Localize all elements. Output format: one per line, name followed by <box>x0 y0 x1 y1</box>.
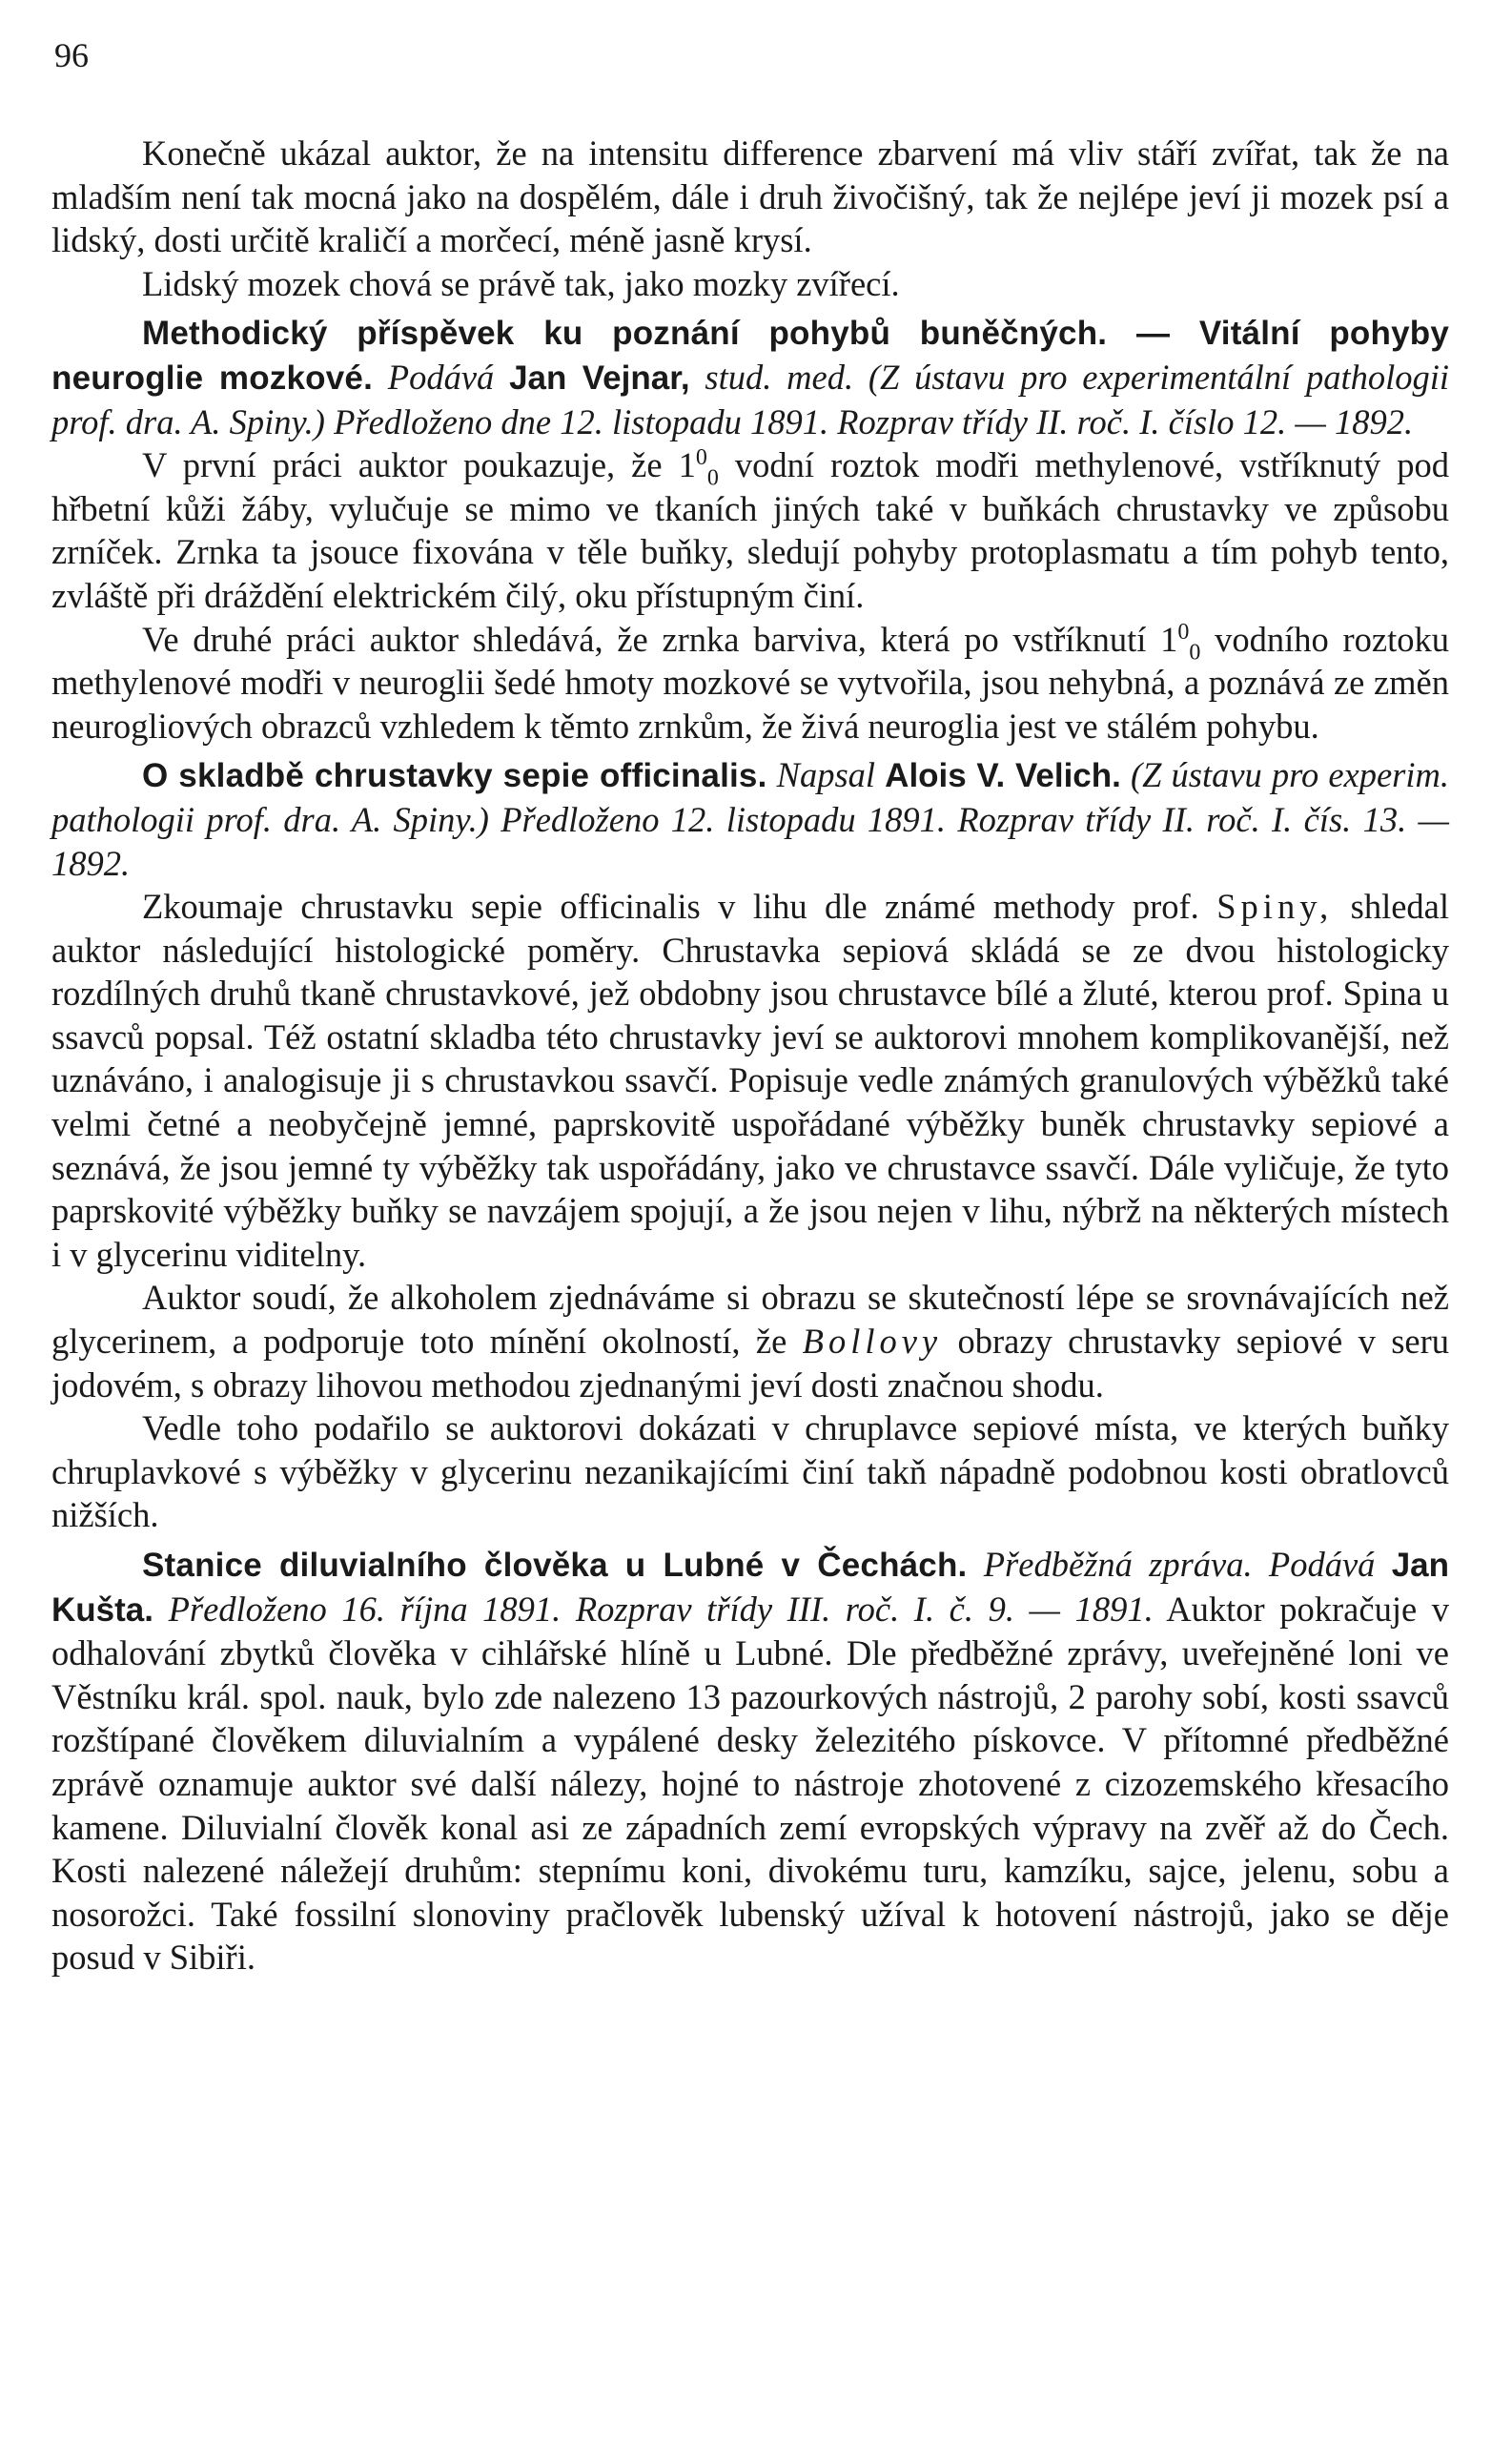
entry-3-subtitle: Předběžná zpráva. Podává <box>983 1545 1376 1584</box>
entry-1-p2-part-a: Ve druhé práci auktor shledává, že zrnka barviva, která po vstříknutí 1 <box>142 619 1178 659</box>
intro-paragraph-2: Lidský mozek chová se právě tak, jako mozky zvířecí. <box>142 263 900 303</box>
entry-2-author: Alois V. Velich. <box>885 757 1121 795</box>
entry-1-p2-sub: 0 <box>1189 639 1201 665</box>
entry-1-p1-sub: 0 <box>706 465 719 491</box>
entry-3-author: Jan Kušta. <box>51 1547 1449 1629</box>
entry-2-paragraph-1 <box>51 885 1449 1276</box>
entry-3-paragraph-1: Auktor pokračuje v odhalování zbytků člověka v cihlářské hlíně u Lubné. Dle předběžné zprávy, uveřejněné loni ve Věstníku král. spol. nauk, bylo zde nalezeno 13 pazourkových nástrojů, 2 parohy sobí, kosti ssavců rozštípané člověkem diluvialním a vypálené desky železitého pískovce. V přítomné předběžné zprávě oznamuje auktor své další nálezy, hojné to nástroje zhotovené z cizozemského křesacího kamene. Diluvialní člověk konal asi ze západních zemí evropských výpravy na zvěř až do Čech. Kosti nalezené náležejí druhům: stepnímu koni, divokému turu, kamzíku, sajce, jelenu, sobu a nosorožci. Také fossilní slonoviny pračlověk lubenský užíval k hotovení nástrojů, jako se děje posud v Sibiři. <box>51 1589 1449 1978</box>
entry-2-title: O skladbě chrustavky sepie officinalis. <box>142 757 767 795</box>
entry-2-p1-part-a: Zkoumaje chrustavku sepie officinalis v lihu dle známé methody prof. <box>142 887 1199 927</box>
entry-1-paragraph-1 <box>51 443 1449 617</box>
entry-1-author: Jan Vejnar, <box>509 359 690 397</box>
entry-3-heading-and-text <box>51 1543 1449 1980</box>
entry-1-byline-prefix: Podává <box>387 357 495 397</box>
entry-2-p2-part-b: obrazy chrustavky sepiové v seru jodovém, s obrazy lihovou methodou zjednanými jeví dosti značnou shodu. <box>51 1322 1450 1405</box>
entry-1-p2-part-b: vodního roztoku methylenové modři v neuroglii šedé hmoty mozkové se vytvořila, jsou nehybná, a poznává ze změn neurogliových obrazců vzhledem k těmto zrnkům, že živá neuroglia jest ve stálém pohybu. <box>51 619 1450 746</box>
entry-2-p1-part-b: shledal auktor následující histologické poměry. Chrustavka sepiová skládá se ze dvou histologicky rozdílných druhů tkaně chrustavkové, jež obdobny jsou chrustavce bílé a žluté, kterou prof. Spina u ssavců popsal. Též ostatní skladba této chrustavky jeví se auktorovi mnohem komplikovanější, než uznáváno, i analogisuje ji s chrustavkou ssavčí. Popisuje vedle známých granulových výběžků také velmi četné a neobyčejně jemné, paprskovitě uspořádané výběžky buněk chrustavky sepiové a seznává, že jsou jemné ty výběžky tak uspořádány, jako ve chrustavce ssavčí. Dále vyličuje, že tyto paprskovité výběžky buňky se navzájem spojují, a že jsou nejen v lihu, nýbrž na některých místech i v glycerinu viditelny. <box>51 887 1450 1274</box>
entry-2-byline-prefix: Napsal <box>776 755 876 795</box>
entry-2-p2-spaced-name: Bollovy <box>802 1322 943 1362</box>
entry-2-heading <box>51 753 1449 885</box>
entry-1-p1-part-a: V první práci auktor poukazuje, že 1 <box>142 445 696 485</box>
entry-1-paragraph-2 <box>51 618 1449 749</box>
intro-paragraph-1: Konečně ukázal auktor, že na intensitu difference zbarvení má vliv stáří zvířat, tak že na mladším není tak mocná jako na dospělém, dále i druh živočišný, tak že nejlépe jeví ji mozek psí a lidský, dosti určitě kraličí a morčecí, méně jasně krysí. <box>51 133 1449 260</box>
entry-1-heading <box>51 311 1449 443</box>
entry-1-source: stud. med. (Z ústavu pro experimentální pathologii prof. dra. A. Spiny.) Předloženo dne 12. listopadu 1891. Rozprav třídy II. roč. I. číslo 12. — 1892. <box>51 357 1450 441</box>
entry-1-p2-sup: 0 <box>1177 619 1190 645</box>
entry-2-p1-spaced-name: Spiny, <box>1216 887 1334 927</box>
entry-2-paragraph-2 <box>51 1276 1449 1406</box>
entry-2-source: (Z ústavu pro experim. pathologii prof. dra. A. Spiny.) Předloženo 12. listopadu 1891. Rozprav třídy II. roč. I. čís. 13. — 1892. <box>51 755 1450 883</box>
entry-3-title: Stanice diluvialního člověka u Lubné v Čechách. <box>142 1547 968 1584</box>
page-number: 96 <box>54 36 89 74</box>
entry-1-title: Methodický příspěvek ku poznání pohybů buněčných. — Vitální pohyby neuroglie mozkové. <box>51 315 1449 397</box>
entry-1-p1-sup: 0 <box>695 445 707 470</box>
text-column <box>51 132 1449 1980</box>
entry-2-p2-part-a: Auktor soudí, že alkoholem zjednáváme si obrazu se skutečností lépe se srovnávajících než glycerinem, a podporuje toto mínění okolností, že <box>51 1278 1449 1362</box>
entry-1-p1-part-b: vodní roztok modři methylenové, vstříknutý pod hřbetní kůži žáby, vylučuje se mimo ve tkaních jiných také v buňkách chrustavky ve způsobu zrníček. Zrnka ta jsouce fixována v těle buňky, sledují pohyby protoplasmatu a tím pohyb tento, zvláště při dráždění elektrickém čilý, oku přístupným činí. <box>51 445 1449 615</box>
entry-3-source: Předloženo 16. října 1891. Rozprav třídy III. roč. I. č. 9. — 1891. <box>168 1589 1154 1629</box>
entry-2-paragraph-3: Vedle toho podařilo se auktorovi dokázati v chruplavce sepiové místa, ve kterých buňky chruplavkové s výběžky v glycerinu nezanikajícími činí takň nápadně podobnou kosti obratlovců nižších. <box>51 1408 1449 1535</box>
